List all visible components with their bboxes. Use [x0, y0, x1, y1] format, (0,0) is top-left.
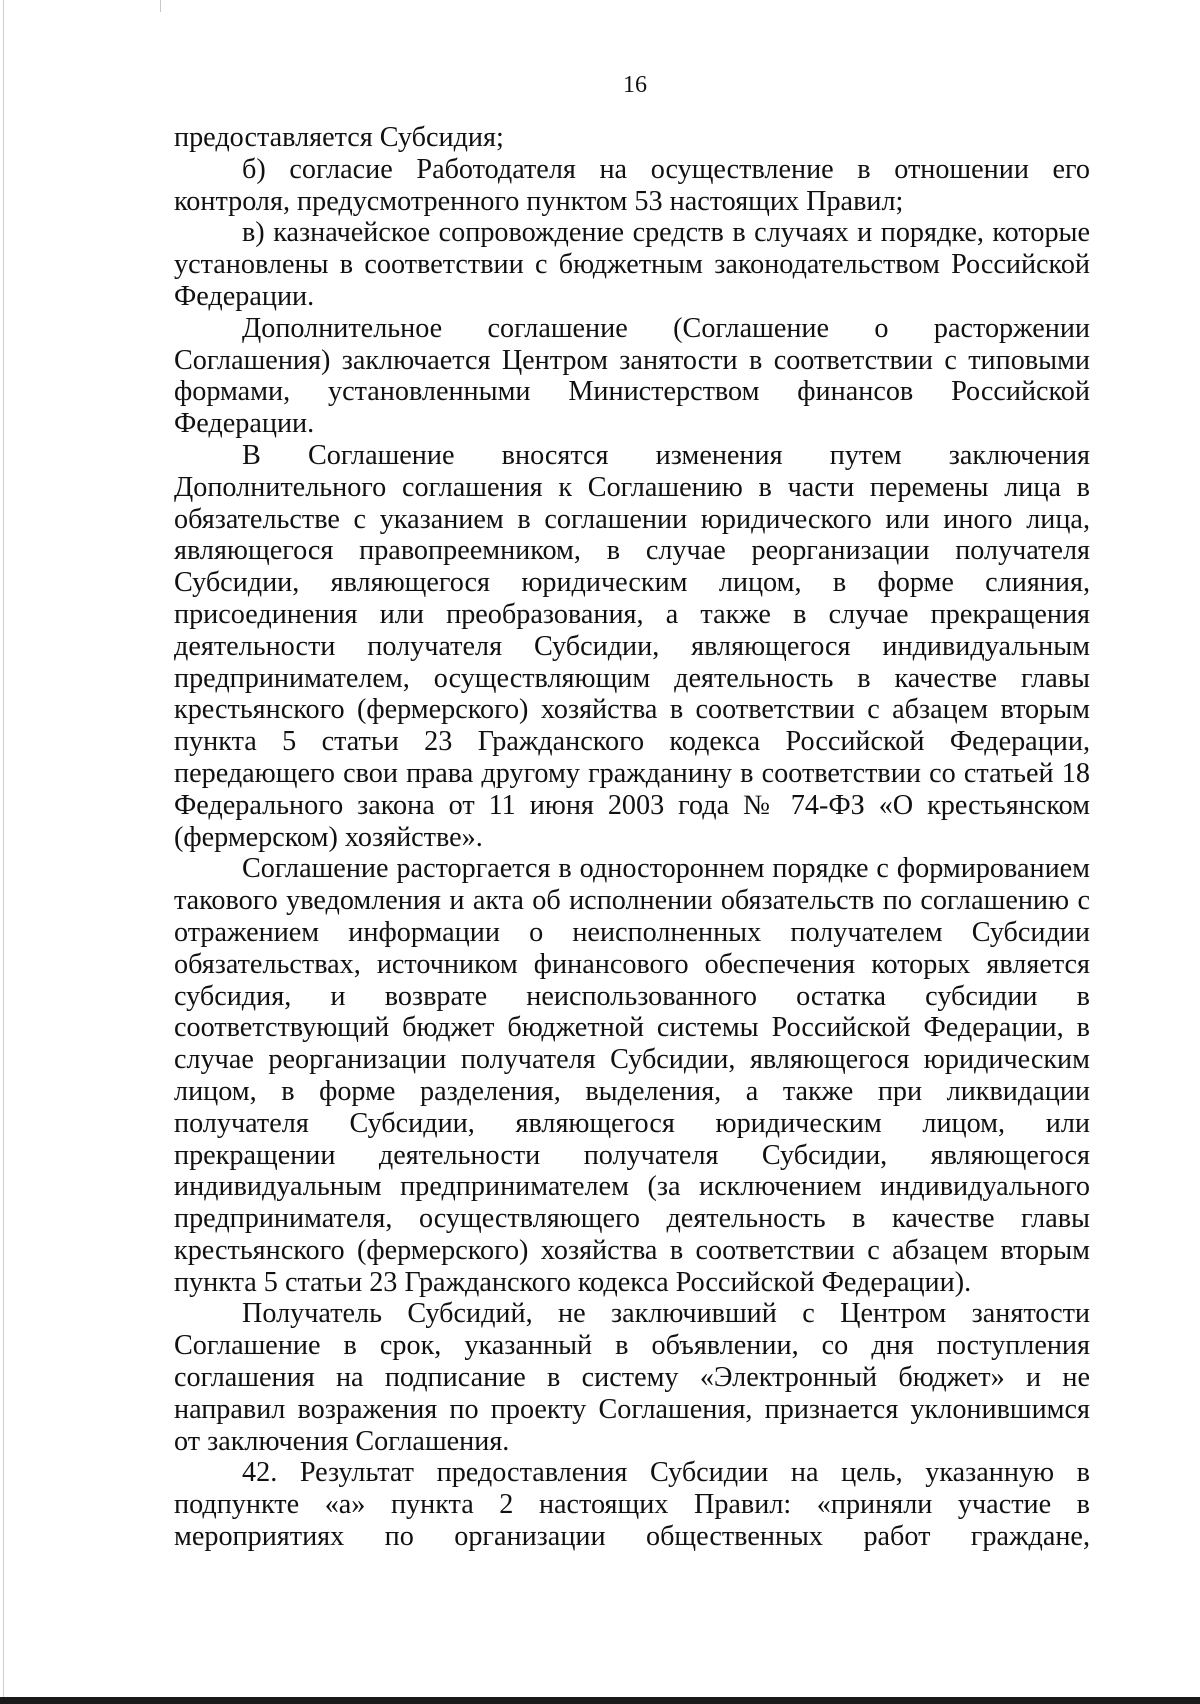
paragraph-agreement-termination: Соглашение расторгается в одностороннем порядке с формированием такового уведомления и акта об исполнении обязательств по соглашению с отражением информации о неисполненных получателем Субсидии обязательствах, источником финансового обеспечения которых является субсидия, и возврате неиспользованного остатка субсидии в соответствующий бюджет бюджетной системы Российской Федерации, в случае реорганизации получателя Субсидии, являющегося юридическим лицом, в форме разделения, выделения, а также при ликвидации получателя Субсидии, являющегося юридическим лицом, или прекращении деятельности получателя Субсидии, являющегося индивидуальным предпринимателем (за исключением индивидуального предпринимателя, осуществляющего деятельность в качестве главы крестьянского (фермерского) хозяйства в соответствии с абзацем вторым пункта 5 статьи 23 Гражданского кодекса Российской Федерации).: [174, 853, 1090, 1298]
paragraph-additional-agreement: Дополнительное соглашение (Соглашение о расторжении Соглашения) заключается Центром занятости в соответствии с типовыми формами, установленными Министерством финансов Российской Федерации.: [174, 312, 1090, 440]
scan-bottom-edge: [0, 1697, 1200, 1704]
scan-edge-tick: [160, 0, 161, 12]
paragraph-agreement-changes: В Соглашение вносятся изменения путем заключения Дополнительного соглашения к Соглашению в части перемены лица в обязательстве с указанием в соглашении юридического или иного лица, являющегося правопреемником, в случае реорганизации получателя Субсидии, являющегося юридическим лицом, в форме слияния, присоединения или преобразования, а также в случае прекращения деятельности получателя Субсидии, являющегося индивидуальным предпринимателем, осуществляющим деятельность в качестве главы крестьянского (фермерского) хозяйства в соответствии с абзацем вторым пункта 5 статьи 23 Гражданского кодекса Российской Федерации, передающего свои права другому гражданину в соответствии со статьей 18 Федерального закона от 11 июня 2003 года № 74-ФЗ «О крестьянском (фермерском) хозяйстве».: [174, 439, 1090, 853]
scan-edge-line: [3, 0, 4, 1697]
page-number: 16: [623, 72, 647, 98]
paragraph-item-42: 42. Результат предоставления Субсидии на цель, указанную в подпункте «а» пункта 2 настоящих Правил: «приняли участие в мероприятиях по организации общественных работ граждане,: [174, 1457, 1090, 1553]
paragraph-item-v: в) казначейское сопровождение средств в случаях и порядке, которые установлены в соответствии с бюджетным законодательством Российской Федерации.: [174, 217, 1090, 312]
document-body: [174, 122, 1090, 1553]
paragraph-evasion: Получатель Субсидий, не заключивший с Центром занятости Соглашение в срок, указанный в объявлении, со дня поступления соглашения на подписание в систему «Электронный бюджет» и не направил возражения по проекту Соглашения, признается уклонившимся от заключения Соглашения.: [174, 1298, 1090, 1457]
paragraph-continuation: предоставляется Субсидия;: [174, 122, 504, 153]
paragraph-item-b: б) согласие Работодателя на осуществление в отношении его контроля, предусмотренного пунктом 53 настоящих Правил;: [174, 153, 1090, 217]
